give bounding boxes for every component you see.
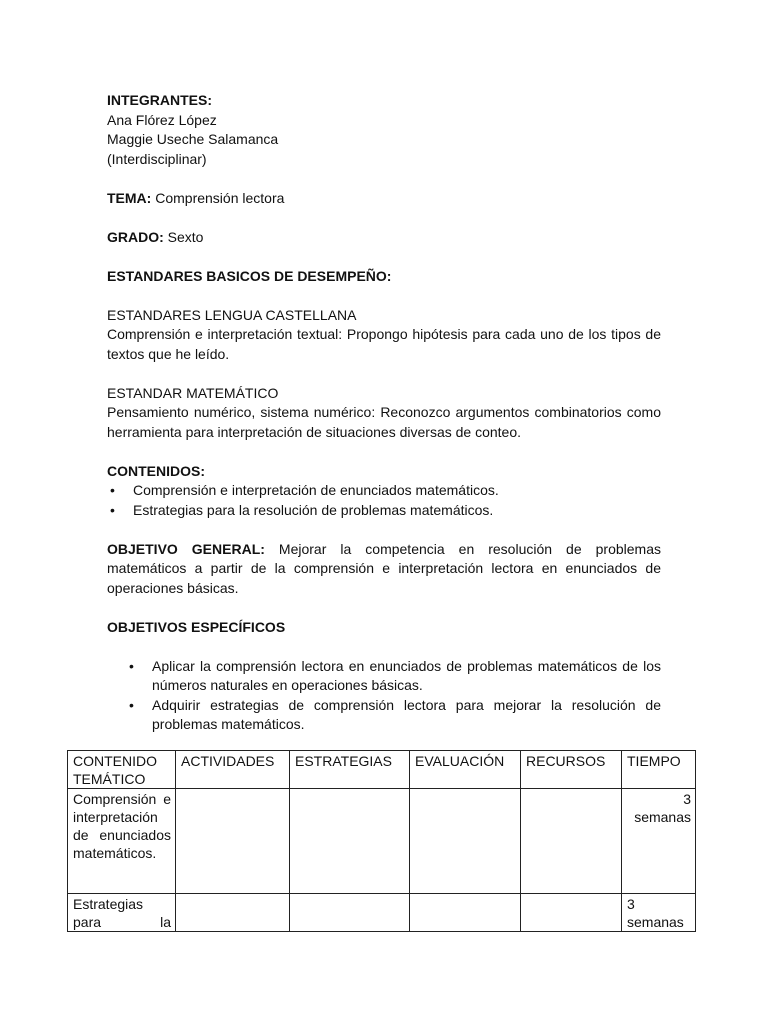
header-cell: CONTENIDO TEMÁTICO <box>68 751 176 789</box>
empty-cell <box>521 894 622 932</box>
member-note: (Interdisciplinar) <box>107 150 207 167</box>
empty-cell <box>410 789 521 894</box>
objetivos-especificos-list <box>107 657 661 735</box>
integrantes-label: INTEGRANTES: <box>107 92 212 108</box>
document-body <box>107 91 661 735</box>
header-cell: ACTIVIDADES <box>176 751 290 789</box>
objetivo-general-label: OBJETIVO GENERAL: <box>107 540 265 557</box>
objetivo-general <box>107 540 661 599</box>
contenidos-list <box>107 481 661 520</box>
list-item: • Comprensión e interpretación de enunciados matemáticos. <box>107 481 661 501</box>
mate-text: Pensamiento numérico, sistema numérico: Reconozco argumentos combinatorios como herramienta para interpretación de situaciones diversas de conteo. <box>107 404 661 440</box>
empty-cell <box>176 789 290 894</box>
mate-title: ESTANDAR MATEMÁTICO <box>107 384 279 401</box>
estandares-heading: ESTANDARES BASICOS DE DESEMPEÑO: <box>107 267 392 284</box>
tema-value: Comprensión lectora <box>155 189 285 206</box>
grado-line <box>107 228 661 248</box>
table-row <box>68 789 696 894</box>
empty-cell <box>410 894 521 932</box>
contenido-cell: Comprensión e interpretación de enunciados matemáticos. <box>68 789 176 894</box>
empty-cell <box>521 789 622 894</box>
tema-label: TEMA: <box>107 189 152 206</box>
member-name: Maggie Useche Salamanca <box>107 131 279 147</box>
header-cell: EVALUACIÓN <box>410 751 521 789</box>
header-cell: TIEMPO <box>622 751 696 789</box>
grado-value: Sexto <box>167 228 204 245</box>
tiempo-cell: 3 semanas <box>622 894 696 932</box>
grado-label: GRADO: <box>107 228 164 245</box>
lengua-title: ESTANDARES LENGUA CASTELLANA <box>107 306 357 323</box>
list-item: • Estrategias para la resolución de problemas matemáticos. <box>107 501 661 521</box>
contenido-cell: Estrategias para la <box>68 894 176 932</box>
empty-cell <box>290 894 410 932</box>
lengua-text: Comprensión e interpretación textual: Propongo hipótesis para cada uno de los tipos de textos que he leído. <box>107 326 661 362</box>
list-item: • Aplicar la comprensión lectora en enunciados de problemas matemáticos de los números naturales en operaciones básicas. <box>107 657 661 696</box>
empty-cell <box>176 894 290 932</box>
tiempo-cell: 3 semanas <box>622 789 696 894</box>
header-cell: ESTRATEGIAS <box>290 751 410 789</box>
planning-table <box>67 750 696 932</box>
header-cell: RECURSOS <box>521 751 622 789</box>
empty-cell <box>290 789 410 894</box>
list-item: • Adquirir estrategias de comprensión lectora para mejorar la resolución de problemas matemáticos. <box>107 696 661 735</box>
table-row <box>68 894 696 932</box>
tema-line <box>107 189 661 209</box>
table-header-row <box>68 751 696 789</box>
member-name: Ana Flórez López <box>107 111 217 128</box>
contenidos-heading: CONTENIDOS: <box>107 462 205 479</box>
objetivos-especificos-heading: OBJETIVOS ESPECÍFICOS <box>107 618 286 635</box>
objetivo-general-text: Mejorar la competencia en resolución de problemas matemáticos a partir de la comprensión e interpretación lectora en enunciados de operaciones básicas. <box>107 540 661 596</box>
